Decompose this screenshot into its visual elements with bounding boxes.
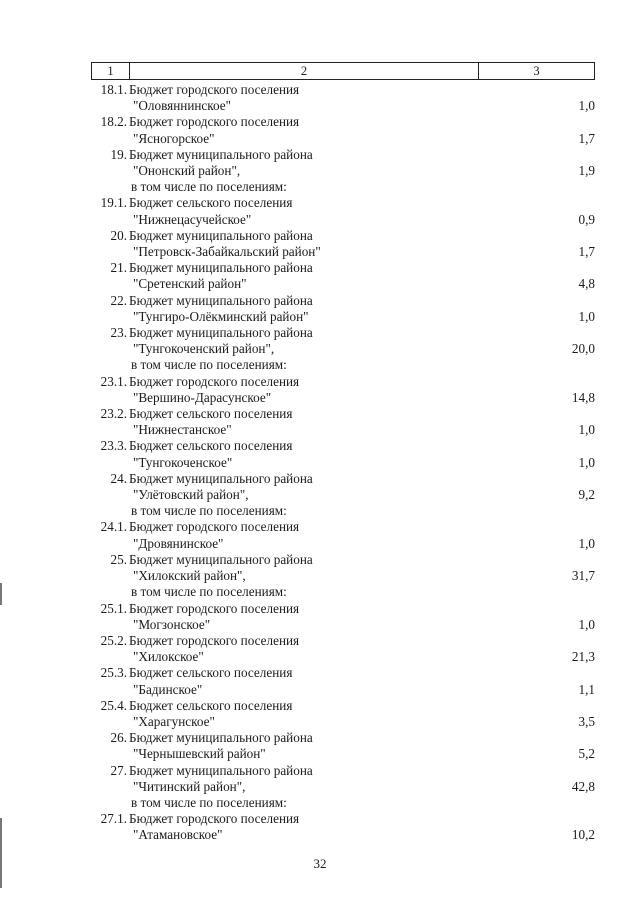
table-note-row [91,584,595,600]
amount-value: 1,7 [578,130,595,146]
table-row [91,82,595,114]
row-number: 24.1. [100,519,127,535]
table-row [91,552,595,584]
row-number: 25.3. [100,665,127,681]
row-description [129,698,515,730]
budget-type: Бюджет муниципального района [129,146,313,162]
amount-value: 21,3 [571,649,595,665]
table-row [91,665,595,697]
municipality-name: "Бадинское" [133,681,203,697]
sub-heading-note: в том числе по поселениям: [131,357,287,373]
row-amount [515,406,595,438]
row-number: 24. [110,470,127,486]
budget-type: Бюджет сельского поселения [129,438,293,454]
table-row [91,633,595,665]
row-description [129,114,515,146]
amount-value: 9,2 [578,487,595,503]
municipality-name: "Дровянинское" [133,535,224,551]
row-description [129,374,515,406]
row-number: 23.1. [100,373,127,389]
table-row [91,811,595,843]
sub-heading-note: в том числе по поселениям: [131,794,287,810]
row-description [129,195,515,227]
budget-type: Бюджет муниципального района [129,325,313,341]
amount-value: 1,1 [578,681,595,697]
sub-heading-note: в том числе по поселениям: [131,179,287,195]
row-amount [515,665,595,697]
row-description [129,552,515,584]
row-amount [515,82,595,114]
row-amount [515,438,595,470]
row-amount [515,698,595,730]
table-note-row [91,179,595,195]
budget-type: Бюджет муниципального района [129,260,313,276]
row-amount [515,519,595,551]
municipality-name: "Могзонское" [133,616,211,632]
table-row [91,519,595,551]
budget-type: Бюджет городского поселения [129,632,300,648]
row-amount [515,195,595,227]
municipality-name: "Нижнецасучейское" [133,211,252,227]
table-row [91,228,595,260]
row-description [129,601,515,633]
table-row [91,147,595,179]
row-number: 25.4. [100,697,127,713]
row-number: 19. [110,146,127,162]
amount-value: 1,0 [578,535,595,551]
row-description [129,325,515,357]
table-row [91,260,595,292]
budget-type: Бюджет муниципального района [129,227,313,243]
amount-value: 14,8 [571,389,595,405]
row-amount [515,147,595,179]
table-row [91,195,595,227]
budget-type: Бюджет сельского поселения [129,195,293,211]
table-body [91,82,595,844]
municipality-name: "Ясногорское" [133,130,215,146]
budget-type: Бюджет муниципального района [129,292,313,308]
row-description [129,471,515,503]
table-row [91,406,595,438]
budget-type: Бюджет городского поселения [129,114,300,130]
header-col-2: 2 [130,63,479,79]
amount-value: 42,8 [571,778,595,794]
table-note-row [91,503,595,519]
row-amount [515,601,595,633]
row-description [129,228,515,260]
municipality-name: "Нижнестанское" [133,422,232,438]
row-amount [515,811,595,843]
row-number: 23.3. [100,438,127,454]
row-number: 27. [110,762,127,778]
scan-edge-mark [0,583,2,605]
amount-value: 10,2 [571,827,595,843]
row-number: 25.1. [100,600,127,616]
municipality-name: "Тунгиро-Олёкминский район" [133,308,309,324]
header-col-3: 3 [533,63,540,78]
row-description [129,730,515,762]
amount-value: 1,0 [578,308,595,324]
budget-type: Бюджет муниципального района [129,762,313,778]
page-number: 32 [313,856,327,871]
table-row [91,293,595,325]
row-number: 19.1. [100,195,127,211]
row-description [129,438,515,470]
amount-value: 20,0 [571,341,595,357]
municipality-name: "Вершино-Дарасунское" [133,389,272,405]
municipality-name: "Харагунское" [133,713,215,729]
row-number: 27.1. [100,811,127,827]
row-amount [515,325,595,357]
table-row [91,601,595,633]
municipality-name: "Тунгокоченское" [133,454,233,470]
row-number: 20. [110,227,127,243]
row-amount [515,730,595,762]
municipality-name: "Петровск-Забайкальский район" [133,244,321,260]
row-description [129,260,515,292]
row-amount [515,552,595,584]
amount-value: 1,9 [578,163,595,179]
row-amount [515,763,595,795]
row-description [129,147,515,179]
table-row [91,763,595,795]
amount-value: 3,5 [578,713,595,729]
amount-value: 1,7 [578,244,595,260]
budget-type: Бюджет муниципального района [129,730,313,746]
row-description [129,633,515,665]
scan-edge-mark [0,818,2,888]
municipality-name: "Сретенский район" [133,276,247,292]
row-description [129,763,515,795]
amount-value: 1,0 [578,616,595,632]
header-col-1: 1 [92,63,130,79]
budget-type: Бюджет городского поселения [129,600,300,616]
budget-type: Бюджет муниципального района [129,470,313,486]
table-row [91,325,595,357]
municipality-name: "Хилокский район", [133,568,246,584]
amount-value: 1,0 [578,454,595,470]
row-amount [515,228,595,260]
budget-type: Бюджет городского поселения [129,82,300,97]
table-row [91,730,595,762]
budget-type: Бюджет сельского поселения [129,697,293,713]
row-description [129,406,515,438]
budget-type: Бюджет муниципального района [129,551,313,567]
table-row [91,374,595,406]
row-amount [515,293,595,325]
row-description [129,665,515,697]
municipality-name: "Ононский район", [133,163,241,179]
amount-value: 1,0 [578,422,595,438]
row-number: 18.2. [100,114,127,130]
municipality-name: "Тунгокоченский район", [133,341,275,357]
municipality-name: "Читинский район", [133,778,246,794]
municipality-name: "Чернышевский район" [133,746,266,762]
row-number: 23.2. [100,406,127,422]
sub-heading-note: в том числе по поселениям: [131,503,287,519]
table-note-row [91,357,595,373]
row-description [129,293,515,325]
table-note-row [91,795,595,811]
budget-type: Бюджет городского поселения [129,519,300,535]
sub-heading-note: в том числе по поселениям: [131,584,287,600]
table-header [91,62,595,80]
row-description [129,519,515,551]
budget-type: Бюджет сельского поселения [129,406,293,422]
row-amount [515,471,595,503]
amount-value: 4,8 [578,276,595,292]
municipality-name: "Хилокское" [133,649,204,665]
amount-value: 5,2 [578,746,595,762]
row-number: 25.2. [100,632,127,648]
budget-type: Бюджет городского поселения [129,811,300,827]
budget-type: Бюджет городского поселения [129,373,300,389]
row-amount [515,374,595,406]
table-row [91,114,595,146]
table-row [91,438,595,470]
row-amount [515,114,595,146]
row-amount [515,260,595,292]
row-number: 22. [110,292,127,308]
amount-value: 1,0 [578,98,595,114]
row-number: 21. [110,260,127,276]
row-number: 23. [110,325,127,341]
amount-value: 31,7 [571,568,595,584]
table-row [91,698,595,730]
municipality-name: "Оловяннинское" [133,98,232,114]
row-description [129,82,515,114]
row-number: 18.1. [100,82,127,97]
row-description [129,811,515,843]
municipality-name: "Улётовский район", [133,487,249,503]
table-row [91,471,595,503]
municipality-name: "Атамановское" [133,827,223,843]
budget-type: Бюджет сельского поселения [129,665,293,681]
row-number: 25. [110,551,127,567]
row-amount [515,633,595,665]
row-number: 26. [110,730,127,746]
amount-value: 0,9 [578,211,595,227]
